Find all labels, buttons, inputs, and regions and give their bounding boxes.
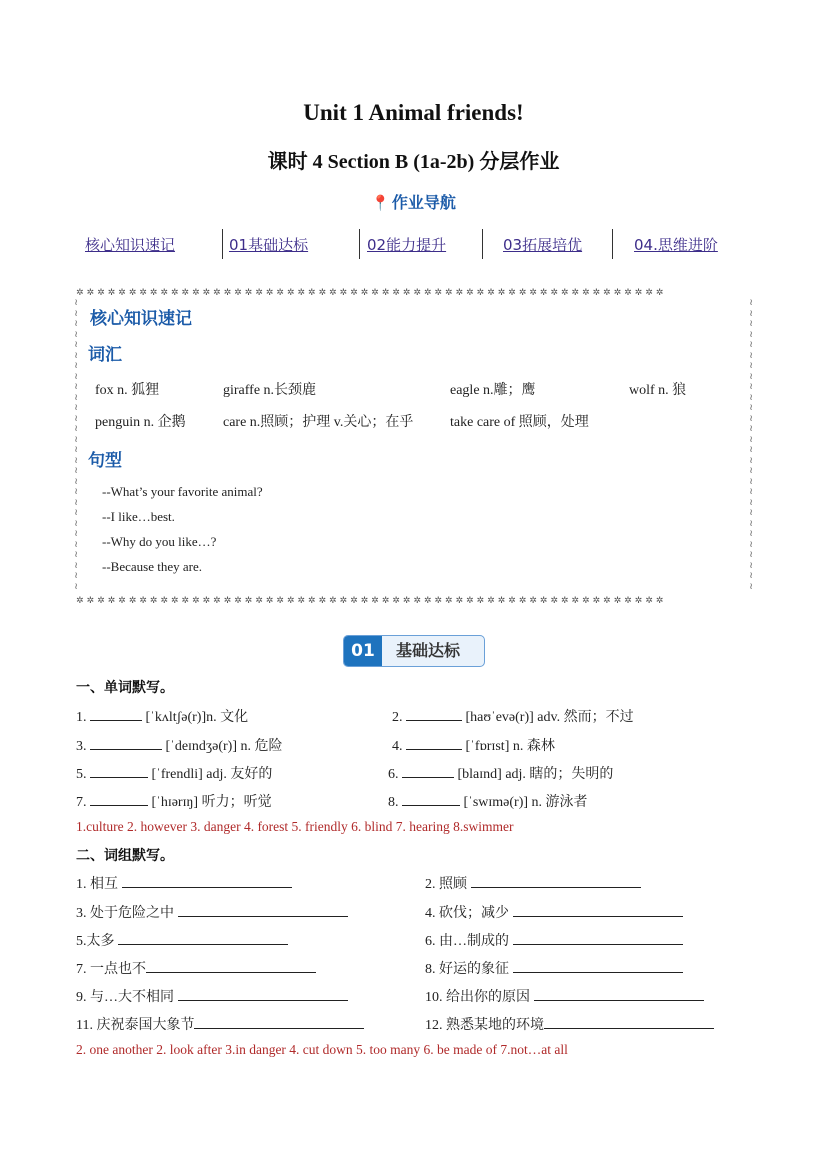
question-number: 5. [76,767,87,782]
word-question [392,706,634,726]
question-number: 3. [76,739,87,754]
phrase-question [425,986,704,1006]
question-number: 8. [388,795,399,810]
answer-blank[interactable] [513,930,683,945]
section-01-number: 01 [344,636,382,666]
sentence-item: --Why do you like…? [102,534,217,549]
phrase-question [76,873,292,893]
answer-blank[interactable] [402,791,460,806]
answer-blank[interactable] [90,706,142,721]
question-text: [blaɪnd] adj. 瞎的；失明的 [457,767,614,782]
question-text: 12. 熟悉某地的环境 [425,1018,544,1033]
panel-border-right: ≀ ≀ ≀ ≀ ≀ ≀ ≀ ≀ ≀ ≀ ≀ ≀ ≀ ≀ ≀ ≀ ≀ ≀ ≀ ≀ ≀ ≀ ≀ ≀ ≀ ≀ ≀ ≀ [749,298,753,592]
phrase-question [425,1014,714,1034]
section-01-badge [343,635,485,667]
vocab-item: fox n. 狐狸 [95,383,160,398]
question-text: 5.太多 [76,934,115,949]
sentence-heading: 句型 [88,451,122,471]
question-text: 8. 好运的象征 [425,962,509,977]
question-text: 1. 相互 [76,877,118,892]
part2-heading: 二、词组默写。 [76,848,174,864]
answer-blank[interactable] [122,873,292,888]
question-text: 10. 给出你的原因 [425,990,530,1005]
answer-blank[interactable] [90,791,148,806]
page-title: Unit 1 Animal friends! [303,100,524,125]
panel-border-left: ≀ ≀ ≀ ≀ ≀ ≀ ≀ ≀ ≀ ≀ ≀ ≀ ≀ ≀ ≀ ≀ ≀ ≀ ≀ ≀ ≀ ≀ ≀ ≀ ≀ ≀ ≀ ≀ [74,298,78,592]
nav-heading [0,190,827,213]
panel-border-top: ✲✲✲✲✲✲✲✲✲✲✲✲✲✲✲✲✲✲✲✲✲✲✲✲✲✲✲✲✲✲✲✲✲✲✲✲✲✲✲✲✲✲✲✲✲✲✲✲✲✲✲✲✲✲✲✲ [76,288,667,298]
answer-blank[interactable] [146,958,316,973]
word-question [392,735,555,755]
phrase-question [76,930,288,950]
answer-blank[interactable] [90,763,148,778]
core-knowledge-heading: 核心知识速记 [90,309,192,329]
question-text: 3. 处于危险之中 [76,906,174,921]
answer-blank[interactable] [194,1014,364,1029]
question-number: 1. [76,710,87,725]
answer-blank[interactable] [534,986,704,1001]
answer-blank[interactable] [471,873,641,888]
answer-blank[interactable] [402,763,454,778]
phrase-question [425,930,683,950]
answer-blank[interactable] [178,986,348,1001]
question-text: 9. 与…大不相同 [76,990,174,1005]
word-question [388,763,613,783]
word-question [76,706,248,726]
phrase-question [76,958,316,978]
question-text: 4. 砍伐；减少 [425,906,509,921]
answer-blank[interactable] [406,735,462,750]
nav-heading-label: 作业导航 [391,193,456,212]
page-subtitle: 课时 4 Section B (1a-2b) 分层作业 [267,151,560,173]
panel-border-bottom: ✲✲✲✲✲✲✲✲✲✲✲✲✲✲✲✲✲✲✲✲✲✲✲✲✲✲✲✲✲✲✲✲✲✲✲✲✲✲✲✲✲✲✲✲✲✲✲✲✲✲✲✲✲✲✲✲ [76,596,667,606]
phrase-question [76,986,348,1006]
phrase-question [425,902,683,922]
answer-blank[interactable] [513,902,683,917]
phrase-question [76,902,348,922]
word-question [76,791,272,811]
phrase-question [425,873,641,893]
question-text: 6. 由…制成的 [425,934,509,949]
location-pin-icon: 📍 [371,194,390,212]
nav-link-core-knowledge[interactable]: 核心知识速记 [85,236,176,254]
question-text: [ˈfrendli] adj. 友好的 [151,767,273,782]
answer-blank[interactable] [118,930,288,945]
question-number: 2. [392,710,403,725]
question-text: 7. 一点也不 [76,962,146,977]
part1-answers: 1.culture 2. however 3. danger 4. forest 5. friendly 6. blind 7. hearing 8.swimmer [76,819,514,834]
vocab-item: penguin n. 企鹅 [95,415,186,430]
question-number: 7. [76,795,87,810]
part2-answers: 2. one another 2. look after 3.in danger 4. cut down 5. too many 6. be made of 7.not…at all [76,1042,568,1057]
vocab-item: eagle n.雕；鹰 [450,383,536,398]
answer-blank[interactable] [90,735,162,750]
question-text: 11. 庆祝泰国大象节 [76,1018,195,1033]
vocab-item: care n.照顾；护理 v.关心；在乎 [223,415,414,430]
question-text: [ˈkʌltʃə(r)]n. 文化 [145,710,249,725]
answer-blank[interactable] [513,958,683,973]
word-question [76,763,272,783]
nav-link-basic[interactable]: 01基础达标 [229,236,309,254]
phrase-question [76,1014,364,1034]
question-text: 2. 照顾 [425,877,467,892]
nav-divider [612,229,613,259]
question-text: [ˈhɪərɪŋ] 听力；听觉 [151,795,272,810]
vocab-item: wolf n. 狼 [629,383,687,398]
part1-heading: 一、单词默写。 [76,680,174,696]
question-number: 6. [388,767,399,782]
section-01-label: 基础达标 [396,641,461,660]
question-text: [haʊˈevə(r)] adv. 然而；不过 [465,710,634,725]
nav-link-ability[interactable]: 02能力提升 [367,236,447,254]
word-question [388,791,588,811]
nav-divider [359,229,360,259]
question-text: [ˈfɒrɪst] n. 森林 [465,739,555,754]
vocab-item: giraffe n.长颈鹿 [223,383,317,398]
word-question [76,735,283,755]
phrase-question [425,958,683,978]
question-text: [ˈswɪmə(r)] n. 游泳者 [463,795,588,810]
nav-divider [482,229,483,259]
question-number: 4. [392,739,403,754]
answer-blank[interactable] [406,706,462,721]
question-text: [ˈdeɪndʒə(r)] n. 危险 [165,739,283,754]
nav-link-thinking[interactable]: 04.思维进阶 [634,236,718,254]
nav-divider [222,229,223,259]
knowledge-panel [74,288,753,606]
sentence-item: --Because they are. [102,559,202,574]
answer-blank[interactable] [544,1014,714,1029]
sentence-item: --What’s your favorite animal? [102,484,263,499]
nav-link-extension[interactable]: 03拓展培优 [503,236,583,254]
answer-blank[interactable] [178,902,348,917]
sentence-item: --I like…best. [102,509,175,524]
vocab-heading: 词汇 [88,345,122,365]
vocab-item: take care of 照顾，处理 [450,415,589,430]
